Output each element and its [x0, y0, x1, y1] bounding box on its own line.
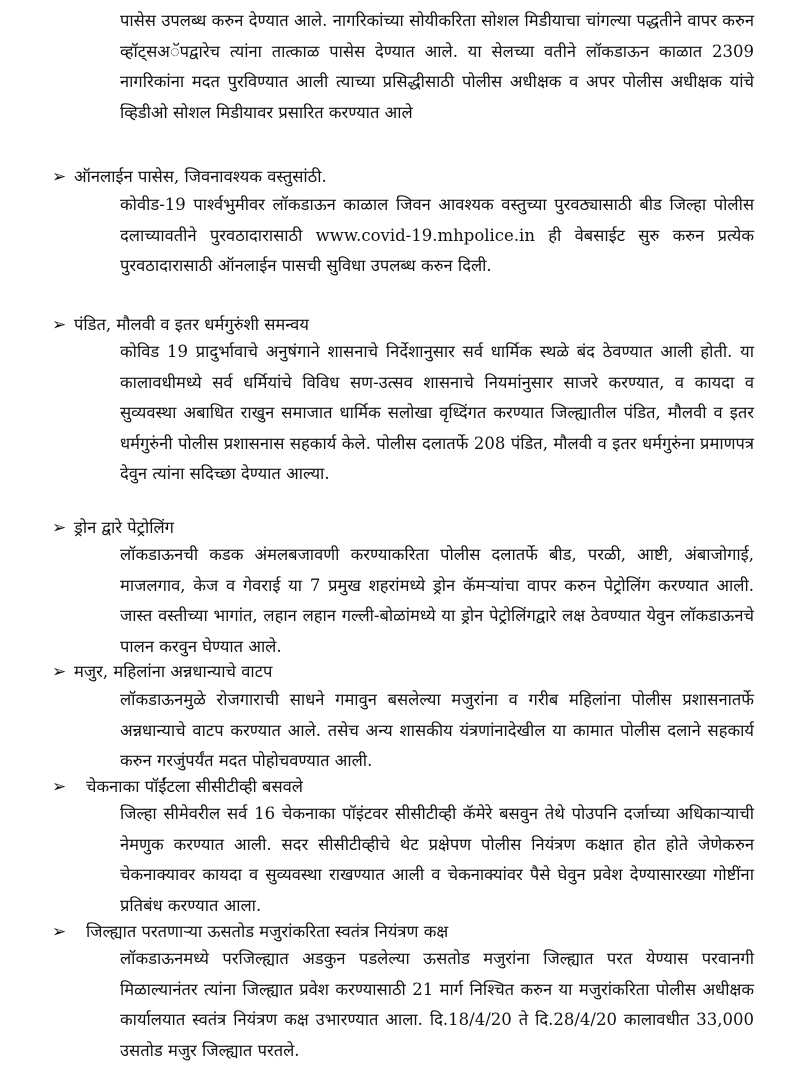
arrow-bullet-icon: ➢	[52, 662, 67, 682]
section-heading-text: चेकनाका पॉईंटला सीसीटीव्ही बसवले	[86, 777, 303, 796]
section-body-drone-patrolling: लॉकडाऊनची कडक अंमलबजावणी करण्याकरिता पोलीस दलातर्फे बीड, परळी, आष्टी, अंबाजोगाई, माजलगाव, केज व गेवराई या 7 प्रमुख शहरांमध्ये ड्रोन कॅमऱ्यांचा वापर करुन पेट्रोलिंग करण्यात आली. जास्त वस्तीच्या भागांत, लहान लहान गल्ली-बोळांमध्ये या ड्रोन पेट्रोलिंगद्वारे लक्ष ठेवण्यात येवुन लॉकडाऊनचे पालन करवुन घेण्यात आले.	[120, 545, 754, 656]
section-heading-online-passes	[52, 162, 752, 193]
section-body-control-room: लॉकडाऊनमध्ये परजिल्ह्यात अडकुन पडलेल्या ऊसतोड मजुरांना जिल्ह्यात परत येण्यास परवानगी मिळाल्यानंतर त्यांना जिल्ह्यात प्रवेश करण्यासाठी 21 मार्ग निश्चित करुन या मजुरांकरिता पोलीस अधीक्षक कार्यालयात स्वतंत्र नियंत्रण कक्ष उभारण्यात आला. दि.18/4/20 ते दि.28/4/20 कालावधीत 33,000 उसतोड मजुर जिल्ह्यात परतले.	[120, 949, 754, 1060]
section-heading-text: ऑनलाईन पासेस, जिवनावश्यक वस्तुसांठी.	[74, 167, 327, 186]
section-heading-text: जिल्ह्यात परतणाऱ्या ऊसतोड मजुरांकरिता स्वतंत्र नियंत्रण कक्ष	[86, 922, 449, 941]
arrow-bullet-icon: ➢	[52, 922, 67, 942]
arrow-bullet-icon: ➢	[52, 315, 67, 335]
intro-paragraph: पासेस उपलब्ध करुन देण्यात आले. नागरिकांच्या सोयीकरिता सोशल मिडीयाचा चांगल्या पद्धतीने वापर करुन व्हॉट्सअॅपद्वारेच त्यांना तात्काळ पासेस देण्यात आले. या सेलच्या वतीने लॉकडाऊन काळात 2309 नागरिकांना मदत पुरविण्यात आली त्याच्या प्रसिद्धीसाठी पोलीस अधीक्षक व अपर पोलीस अधीक्षक यांचे व्हिडीओ सोशल मिडीयावर प्रसारित करण्यात आले	[120, 11, 754, 122]
arrow-bullet-icon: ➢	[52, 167, 67, 187]
section-heading-cctv-checkpoints	[52, 772, 752, 803]
section-heading-text: मजुर, महिलांना अन्नधान्याचे वाटप	[74, 662, 273, 681]
arrow-bullet-icon: ➢	[52, 518, 67, 538]
section-heading-religious-leaders	[52, 310, 752, 341]
section-body-cctv-checkpoints: जिल्हा सीमेवरील सर्व 16 चेकनाका पॉइंटवर सीसीटीव्ही कॅमेरे बसवुन तेथे पोउपनि दर्जाच्या अधिकाऱ्याची नेमणुक करण्यात आली. सदर सीसीटीव्हीचे थेट प्रक्षेपण पोलीस नियंत्रण कक्षात होत होते जेणेकरुन चेकनाक्यावर कायदा व सुव्यवस्था राखण्यात आली व चेकनाक्यांवर पैसे घेवुन प्रवेश देण्यासारख्या गोष्टींना प्रतिबंध करण्यात आला.	[120, 804, 754, 915]
section-heading-drone-patrolling	[52, 513, 752, 544]
section-heading-text: ड्रोन द्वारे पेट्रोलिंग	[74, 518, 174, 537]
section-body-food-distribution: लॉकडाऊनमुळे रोजगाराची साधने गमावुन बसलेल्या मजुरांना व गरीब महिलांना पोलीस प्रशासनातर्फे अन्नधान्याचे वाटप करण्यात आले. तसेच अन्य शासकीय यंत्रणांनादेखील या कामात पोलीस दलाने सहकार्य करुन गरजुंपर्यंत मदत पोहोचवण्यात आली.	[120, 690, 754, 770]
section-heading-control-room	[52, 917, 752, 948]
section-body-online-passes: कोवीड-19 पार्श्वभुमीवर लॉकडाऊन काळाल जिवन आवश्यक वस्तुच्या पुरवठ्यासाठी बीड जिल्हा पोलीस दलाच्यावतीने पुरवठादारासाठी www.covid-19.mhpolice.in ही वेबसाईट सुरु करुन प्रत्येक पुरवठादारासाठी ऑनलाईन पासची सुविधा उपलब्ध करुन दिली.	[120, 195, 754, 275]
section-body-religious-leaders: कोविड 19 प्रादुर्भावाचे अनुषंगाने शासनाचे निर्देशानुसार सर्व धार्मिक स्थळे बंद ठेवण्यात आली होती. या कालावधीमध्ये सर्व धर्मियांचे विविध सण-उत्सव शासनाचे नियमांनुसार साजरे करण्यात, व कायदा व सुव्यवस्था अबाधित राखुन समाजात धार्मिक सलोखा वृध्दिंगत करण्यात जिल्ह्यातील पंडित, मौलवी व इतर धर्मगुरुंनी पोलीस प्रशासनास सहकार्य केले. पोलीस दलातर्फे 208 पंडित, मौलवी व इतर धर्मगुरुंना प्रमाणपत्र देवुन त्यांना सदिच्छा देण्यात आल्या.	[120, 342, 754, 483]
section-heading-text: पंडित, मौलवी व इतर धर्मगुरुंशी समन्वय	[74, 315, 309, 334]
section-heading-food-distribution	[52, 657, 752, 688]
arrow-bullet-icon: ➢	[52, 777, 67, 797]
